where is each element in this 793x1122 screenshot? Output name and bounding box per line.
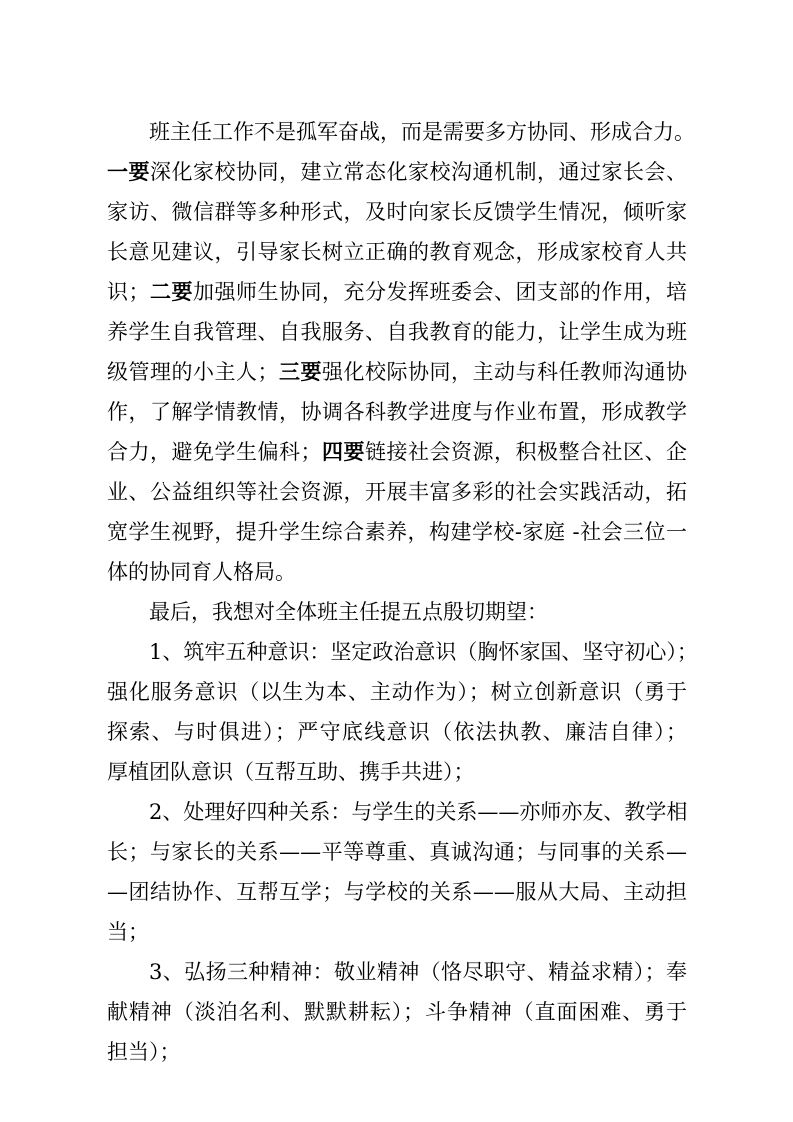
text-line [149,117,695,147]
text-line: 探索、与时俱进）；严守底线意识（依法执教、廉洁自律）； [107,720,687,744]
text-line: 强化服务意识（以生为本、主动作为）；树立创新意识（勇于 [107,680,687,704]
text-line: 长意见建议，引导家长树立正确的教育观念，形成家校育人共 [107,240,687,264]
text-line: 最后，我想对全体班主任提五点殷切期望： [149,600,548,624]
text-span: 深化家校协同，建立常态化家校沟通机制，通过家长会、 [150,160,687,184]
text-span: 链接社会资源，积极整合社区、企 [365,440,687,464]
text-line: 献精神（淡泊名利、默默耕耘）；斗争精神（直面困难、勇于 [107,1000,687,1024]
text-line [107,277,687,307]
text-span: 合力，避免学生偏科； [107,440,322,464]
text-line: 厚植团队意识（互帮互助、携手共进）； [107,760,475,784]
text-line: 养学生自我管理、自我服务、自我教育的能力，让学生成为班 [107,320,687,344]
list-item-line: 1、筑牢五种意识：坚定政治意识（胸怀家国、坚守初心）； [149,640,698,664]
text-span: 级管理的小主人； [107,360,279,384]
text-line: —团结协作、互帮互学；与学校的关系——服从大局、主动担 [107,880,687,904]
text-span: 识； [107,280,150,304]
text-line: 体的协同育人格局。 [107,560,296,584]
text-line: 宽学生视野，提升学生综合素养，构建学校-家庭 -社会三位一 [107,520,687,544]
text-line: 家访、微信群等多种形式，及时向家长反馈学生情况，倾听家 [107,200,687,224]
text-line [107,357,687,387]
text-span: 强化校际协同，主动与科任教师沟通协 [322,360,687,384]
text-line: 作，了解学情教情，协调各科教学进度与作业布置，形成教学 [107,400,687,424]
text-line: 业、公益组织等社会资源，开展丰富多彩的社会实践活动，拓 [107,480,687,504]
emphasis-text: 一要 [107,160,150,184]
emphasis-text: 四要 [321,440,365,464]
text-line: 当； [107,920,149,944]
emphasis-text: 三要 [278,360,322,384]
text-line: 长；与家长的关系——平等尊重、真诚沟通；与同事的关系— [107,840,687,864]
text-line: 担当）； [107,1040,181,1064]
list-item-line: 3、弘扬三种精神：敬业精神（恪尽职守、精益求精）；奉 [149,960,687,984]
text-span: 加强师生协同，充分发挥班委会、团支部的作用，培 [193,280,687,304]
list-item-line: 2、处理好四种关系：与学生的关系——亦师亦友、教学相 [149,800,688,824]
emphasis-text: 二要 [149,280,193,304]
text-line [107,157,687,187]
text-span: 班主任工作不是孤军奋战，而是需要多方协同、形成合力。 [149,120,695,144]
text-line [107,437,687,467]
